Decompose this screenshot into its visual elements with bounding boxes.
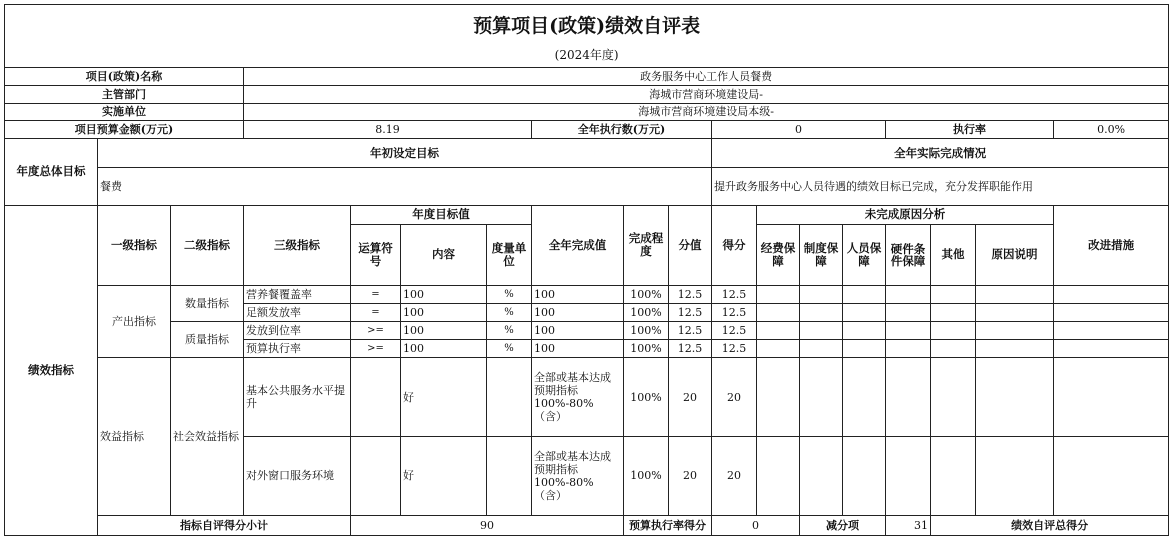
- row1-staff: [843, 285, 886, 304]
- project-name: 政务服务中心工作人员餐费: [244, 68, 1169, 86]
- row4-score: 12.5: [669, 339, 712, 358]
- row5-funding: [757, 358, 800, 437]
- header-content: 内容: [401, 224, 487, 285]
- row4-reason: [976, 339, 1054, 358]
- row6-system: [800, 437, 843, 516]
- row5-improve: [1054, 358, 1169, 437]
- unit-label: 实施单位: [5, 103, 244, 121]
- row2-content: 100: [401, 304, 487, 322]
- row5-unit: [487, 358, 532, 437]
- group-quantity: 数量指标: [171, 285, 244, 321]
- row2-system: [800, 304, 843, 322]
- header-score: 分值: [669, 205, 712, 285]
- row4-system: [800, 339, 843, 358]
- rate-label: 执行率: [886, 121, 1054, 139]
- annual-goal-label: 年度总体目标: [5, 138, 98, 205]
- row3-completion: 100%: [624, 322, 669, 340]
- row1-actual: 100: [532, 285, 624, 304]
- row3-unit: %: [487, 322, 532, 340]
- row3-improve: [1054, 322, 1169, 340]
- row1-system: [800, 285, 843, 304]
- row5-content: 好: [401, 358, 487, 437]
- row6-got: 20: [712, 437, 757, 516]
- performance-self-evaluation-table: [4, 4, 1169, 536]
- row1-funding: [757, 285, 800, 304]
- header-got: 得分: [712, 205, 757, 285]
- row2-staff: [843, 304, 886, 322]
- header-level1: 一级指标: [98, 205, 171, 285]
- row4-hardware: [886, 339, 931, 358]
- row6-hardware: [886, 437, 931, 516]
- row5-got: 20: [712, 358, 757, 437]
- row6-improve: [1054, 437, 1169, 516]
- budget-value: 8.19: [244, 121, 532, 139]
- group-benefit: 效益指标: [98, 358, 171, 515]
- budget-label: 项目预算金额(万元): [5, 121, 244, 139]
- row4-funding: [757, 339, 800, 358]
- budget-score-value: 0: [712, 515, 800, 535]
- row2-completion: 100%: [624, 304, 669, 322]
- row4-content: 100: [401, 339, 487, 358]
- header-other: 其他: [931, 224, 976, 285]
- row2-got: 12.5: [712, 304, 757, 322]
- subtotal-value: 90: [351, 515, 624, 535]
- row2-level3: 足额发放率: [244, 304, 351, 322]
- row5-other: [931, 358, 976, 437]
- budget-score-label: 预算执行率得分: [624, 515, 712, 535]
- row6-unit: [487, 437, 532, 516]
- row6-funding: [757, 437, 800, 516]
- row6-other: [931, 437, 976, 516]
- row1-score: 12.5: [669, 285, 712, 304]
- header-operator: 运算符号: [351, 224, 401, 285]
- row4-improve: [1054, 339, 1169, 358]
- row2-hardware: [886, 304, 931, 322]
- row4-staff: [843, 339, 886, 358]
- executed-label: 全年执行数(万元): [532, 121, 712, 139]
- row5-level3: 基本公共服务水平提升: [244, 358, 351, 437]
- row1-content: 100: [401, 285, 487, 304]
- row1-other: [931, 285, 976, 304]
- page-title: 预算项目(政策)绩效自评表: [5, 5, 1169, 45]
- deduction-label: 减分项: [800, 515, 886, 535]
- header-annual-target: 年度目标值: [351, 205, 532, 224]
- fiscal-year: (2024年度): [5, 44, 1169, 67]
- row3-staff: [843, 322, 886, 340]
- row4-got: 12.5: [712, 339, 757, 358]
- indicators-section-label: 绩效指标: [5, 205, 98, 535]
- row5-system: [800, 358, 843, 437]
- initial-goal-header: 年初设定目标: [98, 138, 712, 167]
- row1-improve: [1054, 285, 1169, 304]
- header-unit: 度量单位: [487, 224, 532, 285]
- row4-level3: 预算执行率: [244, 339, 351, 358]
- row4-unit: %: [487, 339, 532, 358]
- row2-reason: [976, 304, 1054, 322]
- unit-value: 海城市营商环境建设局本级-: [244, 103, 1169, 121]
- initial-goal-text: 餐费: [98, 168, 712, 206]
- row1-got: 12.5: [712, 285, 757, 304]
- row3-reason: [976, 322, 1054, 340]
- row6-score: 20: [669, 437, 712, 516]
- row2-actual: 100: [532, 304, 624, 322]
- group-quality: 质量指标: [171, 322, 244, 358]
- header-level2: 二级指标: [171, 205, 244, 285]
- row3-got: 12.5: [712, 322, 757, 340]
- header-funding: 经费保障: [757, 224, 800, 285]
- row2-unit: %: [487, 304, 532, 322]
- row3-level3: 发放到位率: [244, 322, 351, 340]
- row4-completion: 100%: [624, 339, 669, 358]
- row3-operator: >=: [351, 322, 401, 340]
- row1-level3: 营养餐覆盖率: [244, 285, 351, 304]
- group-output: 产出指标: [98, 285, 171, 358]
- header-system: 制度保障: [800, 224, 843, 285]
- group-social: 社会效益指标: [171, 358, 244, 515]
- row5-completion: 100%: [624, 358, 669, 437]
- row6-content: 好: [401, 437, 487, 516]
- row3-score: 12.5: [669, 322, 712, 340]
- row1-hardware: [886, 285, 931, 304]
- row4-other: [931, 339, 976, 358]
- row1-reason: [976, 285, 1054, 304]
- row4-actual: 100: [532, 339, 624, 358]
- header-improve: 改进措施: [1054, 205, 1169, 285]
- row6-completion: 100%: [624, 437, 669, 516]
- executed-value: 0: [712, 121, 886, 139]
- subtotal-label: 指标自评得分小计: [98, 515, 351, 535]
- row1-unit: %: [487, 285, 532, 304]
- row2-improve: [1054, 304, 1169, 322]
- row1-completion: 100%: [624, 285, 669, 304]
- row3-actual: 100: [532, 322, 624, 340]
- row3-content: 100: [401, 322, 487, 340]
- dept-label: 主管部门: [5, 86, 244, 104]
- row6-level3: 对外窗口服务环境: [244, 437, 351, 516]
- row6-actual: 全部或基本达成预期指标100%-80%（含）: [532, 437, 624, 516]
- row5-actual: 全部或基本达成预期指标100%-80%（含）: [532, 358, 624, 437]
- row3-system: [800, 322, 843, 340]
- row3-other: [931, 322, 976, 340]
- row6-reason: [976, 437, 1054, 516]
- row5-score: 20: [669, 358, 712, 437]
- row6-staff: [843, 437, 886, 516]
- row4-operator: >=: [351, 339, 401, 358]
- deduction-value: 31: [886, 515, 931, 535]
- total-label: 绩效自评总得分: [931, 515, 1169, 535]
- row2-operator: =: [351, 304, 401, 322]
- dept-value: 海城市营商环境建设局-: [244, 86, 1169, 104]
- row2-other: [931, 304, 976, 322]
- header-hardware: 硬件条件保障: [886, 224, 931, 285]
- row5-staff: [843, 358, 886, 437]
- row2-score: 12.5: [669, 304, 712, 322]
- row3-funding: [757, 322, 800, 340]
- row1-operator: =: [351, 285, 401, 304]
- actual-goal-header: 全年实际完成情况: [712, 138, 1169, 167]
- actual-goal-text: 提升政务服务中心人员待遇的绩效目标已完成，充分发挥职能作用: [712, 168, 1169, 206]
- header-actual-value: 全年完成值: [532, 205, 624, 285]
- row5-operator: [351, 358, 401, 437]
- rate-value: 0.0%: [1054, 121, 1169, 139]
- project-name-label: 项目(政策)名称: [5, 68, 244, 86]
- row6-operator: [351, 437, 401, 516]
- header-reasons: 未完成原因分析: [757, 205, 1054, 224]
- row2-funding: [757, 304, 800, 322]
- row3-hardware: [886, 322, 931, 340]
- row5-hardware: [886, 358, 931, 437]
- header-completion: 完成程度: [624, 205, 669, 285]
- header-staff: 人员保障: [843, 224, 886, 285]
- header-level3: 三级指标: [244, 205, 351, 285]
- header-reason-desc: 原因说明: [976, 224, 1054, 285]
- row5-reason: [976, 358, 1054, 437]
